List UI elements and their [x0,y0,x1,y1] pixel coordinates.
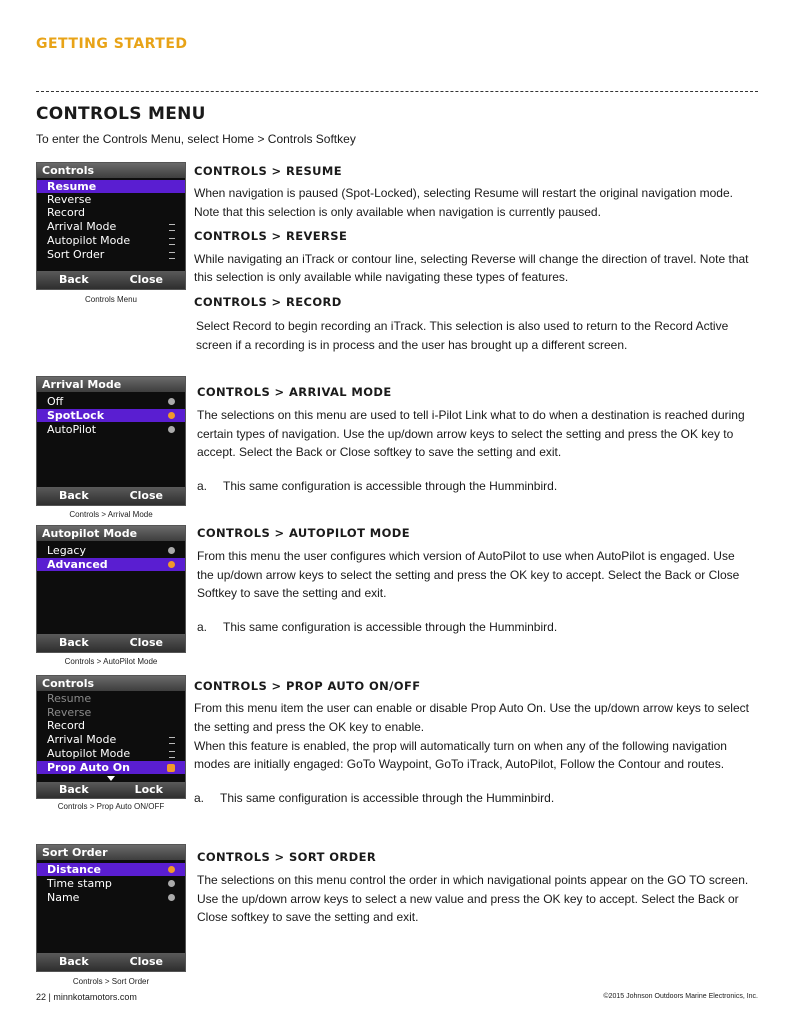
radio-icon [168,880,175,887]
screen-title: Controls [37,676,185,691]
menu-item-arrival-mode[interactable]: Arrival Mode [37,220,185,233]
back-softkey[interactable]: Back [59,273,89,286]
screen-title: Sort Order [37,845,185,860]
option-name[interactable]: Name [37,891,185,904]
heading-sort-order: CONTROLS > SORT ORDER [197,850,377,864]
heading-reverse: CONTROLS > REVERSE [194,229,348,243]
paragraph-resume-2: Note that this selection is only available when navigation is currently paused. [194,205,601,219]
paragraph-prop-2: the setting and press the OK key to enable. [194,720,425,734]
softkey-bar [37,271,185,289]
paragraph-reverse-1: While navigating an iTrack or contour line, selecting Reverse will change the direction of travel. Note that [194,252,749,266]
figure-caption: Controls Menu [84,295,138,304]
close-softkey[interactable]: Close [129,636,163,649]
heading-prop-auto: CONTROLS > PROP AUTO ON/OFF [194,679,421,693]
softkey-bar [37,953,185,971]
radio-icon [168,398,175,405]
close-softkey[interactable]: Close [129,489,163,502]
close-softkey[interactable]: Close [129,955,163,968]
radio-icon [168,426,175,433]
option-legacy[interactable]: Legacy [37,544,185,557]
paragraph-autopilot-3: Softkey to save the setting and exit. [197,586,387,600]
section-label: GETTING STARTED [36,36,188,52]
menu-item-reverse: Reverse [47,706,92,719]
figure-caption: Controls > Sort Order [72,977,150,986]
screen-title: Autopilot Mode [37,526,185,541]
paragraph-sort-3: Close softkey to save the setting and exit. [197,910,419,924]
paragraph-resume-1: When navigation is paused (Spot-Locked), selecting Resume will restart the original navigation mode. [194,186,733,200]
sort-order-screen [36,844,186,972]
menu-item-resume: Resume [47,692,92,705]
note-arrival: a. This same configuration is accessible through the Humminbird. [197,479,558,493]
figure-caption: Controls > Arrival Mode [69,510,153,519]
paragraph-sort-1: The selections on this menu control the order in which navigational points appear on the GO TO screen. [197,873,749,887]
checkbox-checked-icon [167,764,175,772]
submenu-icon [169,751,175,758]
paragraph-arrival-1: The selections on this menu are used to tell i-Pilot Link what to do when a destination is reached during [197,408,745,422]
paragraph-autopilot-1: From this menu the user configures which version of AutoPilot to use when AutoPilot is engaged. Use [197,549,735,563]
paragraph-prop-1: From this menu item the user can enable or disable Prop Auto On. Use the up/down arrow keys to select [194,701,749,715]
menu-item-record[interactable]: Record [47,206,86,219]
lock-softkey[interactable]: Lock [134,783,163,796]
option-advanced[interactable]: Advanced [37,558,185,571]
screen-title: Controls [37,163,185,178]
close-softkey[interactable]: Close [129,273,163,286]
scroll-down-icon [107,776,115,781]
softkey-bar [37,782,185,798]
heading-autopilot-mode: CONTROLS > AUTOPILOT MODE [197,526,410,540]
option-distance[interactable]: Distance [37,863,185,876]
radio-selected-icon [168,561,175,568]
paragraph-record-1: Select Record to begin recording an iTrack. This selection is also used to return to the Record Active [196,319,729,333]
prop-auto-screen [36,675,186,799]
radio-icon [168,894,175,901]
softkey-bar [37,634,185,652]
submenu-icon [169,238,175,245]
menu-item-autopilot-mode[interactable]: Autopilot Mode [37,234,185,247]
paragraph-prop-4: modes are initially engaged: GoTo Waypoint, GoTo iTrack, AutoPilot, Follow the Contour and routes. [194,757,725,771]
back-softkey[interactable]: Back [59,489,89,502]
figure-caption: Controls > AutoPilot Mode [64,657,158,666]
paragraph-arrival-3: accept. Select the Back or Close softkey to save the setting and exit. [197,445,562,459]
radio-selected-icon [168,866,175,873]
paragraph-record-2: screen if a recording is in process and the user has brought up a different screen. [196,338,628,352]
divider [36,91,758,92]
menu-item-record[interactable]: Record [47,719,86,732]
controls-menu-screen [36,162,186,290]
radio-selected-icon [168,412,175,419]
paragraph-sort-2: Use the up/down arrow keys to select a new value and press the OK key to accept. Select the Back or [197,892,739,906]
autopilot-mode-screen [36,525,186,653]
note-prop: a. This same configuration is accessible through the Humminbird. [194,791,555,805]
menu-item-arrival-mode[interactable]: Arrival Mode [37,733,185,746]
menu-item-sort-order[interactable]: Sort Order [37,248,185,261]
option-time-stamp[interactable]: Time stamp [37,877,185,890]
figure-caption: Controls > Prop Auto ON/OFF [57,802,165,811]
page-title: CONTROLS MENU [36,104,206,124]
menu-item-prop-auto-on[interactable]: Prop Auto On [37,761,185,774]
softkey-bar [37,487,185,505]
intro-text: To enter the Controls Menu, select Home > Controls Softkey [36,132,356,146]
menu-item-autopilot-mode[interactable]: Autopilot Mode [37,747,185,760]
submenu-icon [169,737,175,744]
back-softkey[interactable]: Back [59,955,89,968]
radio-icon [168,547,175,554]
arrival-mode-screen [36,376,186,506]
footer-page-number: 22 | minnkotamotors.com [36,992,137,1002]
submenu-icon [169,252,175,259]
option-off[interactable]: Off [37,395,185,408]
heading-record: CONTROLS > RECORD [194,295,342,309]
note-autopilot: a. This same configuration is accessible through the Humminbird. [197,620,558,634]
option-spotlock[interactable]: SpotLock [37,409,185,422]
paragraph-prop-3: When this feature is enabled, the prop will automatically turn on when any of the following navigation [194,739,727,753]
menu-item-reverse[interactable]: Reverse [47,193,92,206]
heading-resume: CONTROLS > RESUME [194,164,343,178]
paragraph-arrival-2: certain types of navigation. Use the up/down arrow keys to select the setting and press the OK key to [197,427,734,441]
paragraph-autopilot-2: the up/down arrow keys to select the setting and press the OK key to accept. Select the Back or Close [197,568,740,582]
footer-copyright: ©2015 Johnson Outdoors Marine Electronics, Inc. [603,993,758,1000]
menu-item-resume[interactable]: Resume [37,180,185,193]
back-softkey[interactable]: Back [59,636,89,649]
screen-title: Arrival Mode [37,377,185,392]
option-autopilot[interactable]: AutoPilot [37,423,185,436]
submenu-icon [169,224,175,231]
paragraph-reverse-2: this selection is only available while navigating these types of features. [194,270,569,284]
heading-arrival-mode: CONTROLS > ARRIVAL MODE [197,385,392,399]
back-softkey[interactable]: Back [59,783,89,796]
